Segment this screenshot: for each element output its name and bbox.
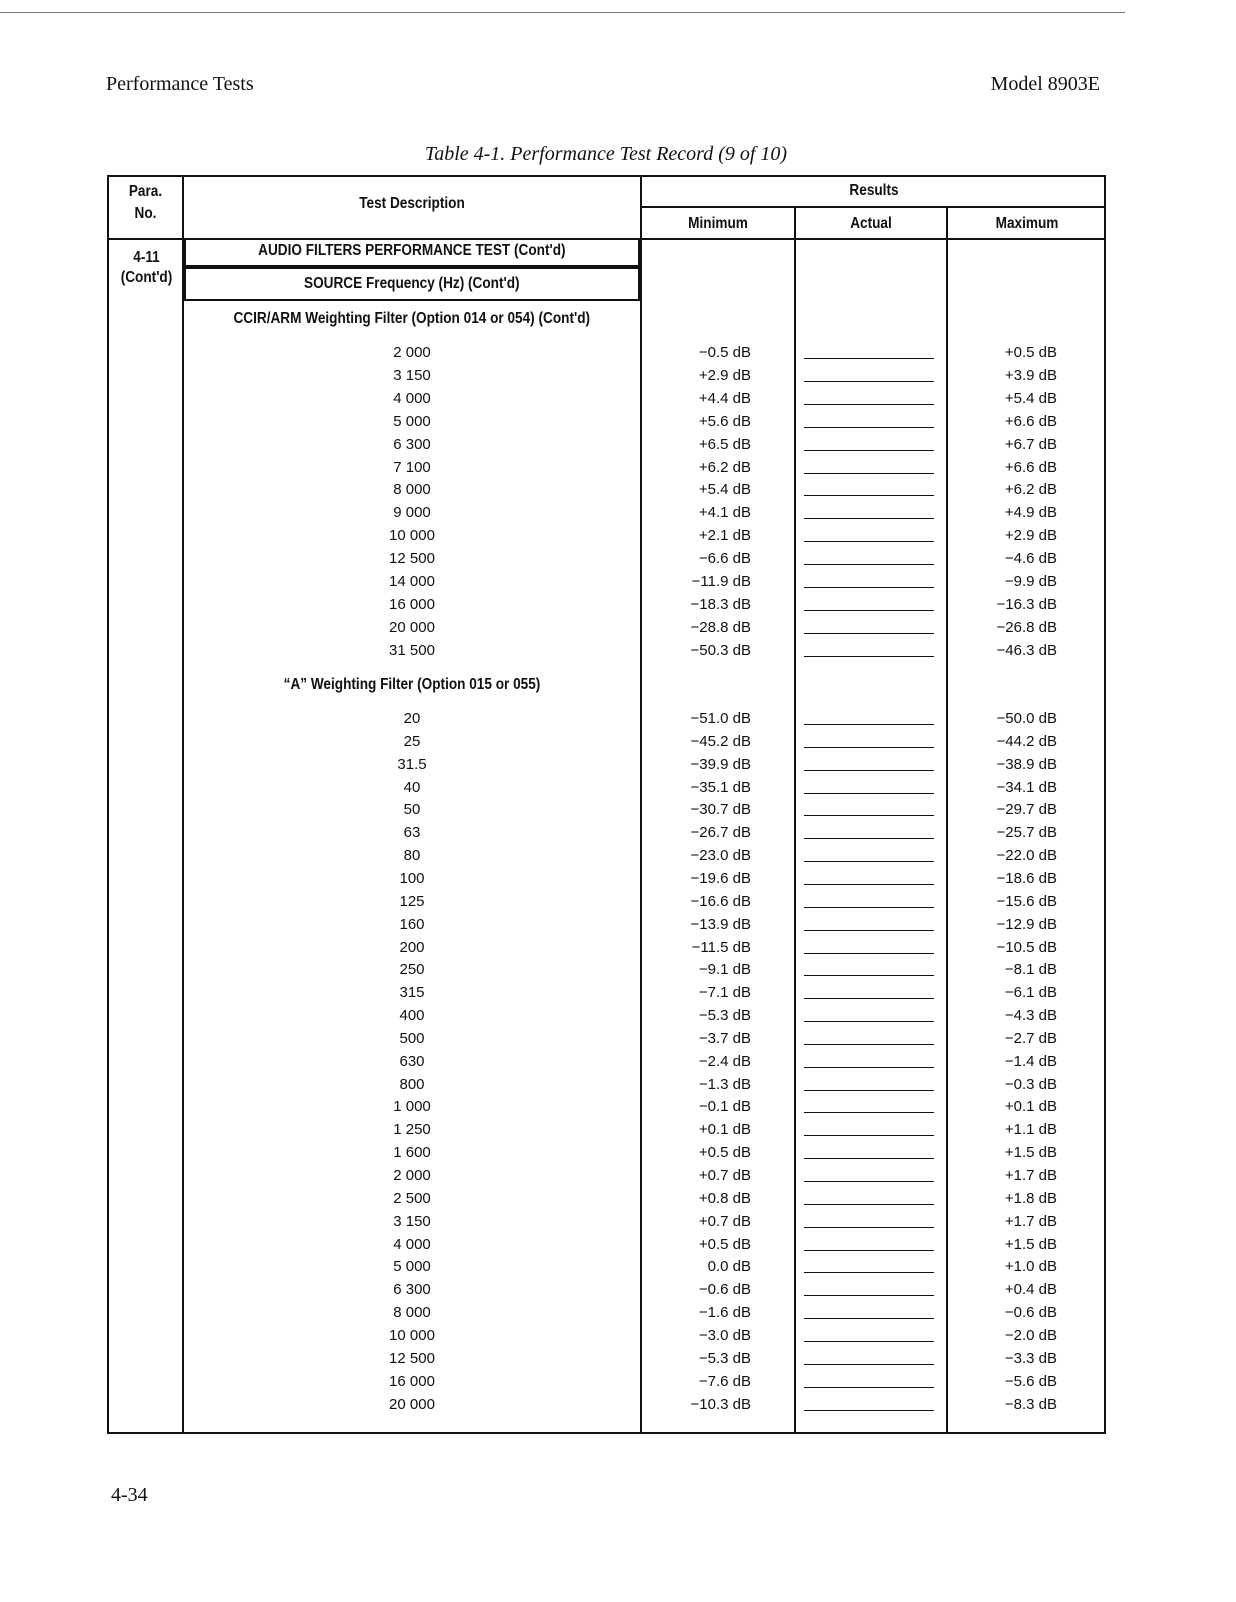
frequency-cell: 40 xyxy=(403,778,421,796)
frequency-cell: 8 000 xyxy=(393,1304,431,1322)
frequency-cell: 315 xyxy=(399,984,425,1002)
frequency-cell: 16 000 xyxy=(389,595,435,613)
maximum-cell: +4.9 dB xyxy=(1004,504,1057,522)
table-row xyxy=(109,893,1108,915)
table-row xyxy=(109,733,1108,755)
actual-entry-line[interactable] xyxy=(804,1090,934,1091)
frequency-cell: 6 300 xyxy=(393,435,431,453)
actual-entry-line[interactable] xyxy=(804,1295,934,1296)
minimum-cell: −7.6 dB xyxy=(698,1372,751,1390)
minimum-cell: 0.0 dB xyxy=(707,1258,751,1276)
table-row xyxy=(109,1121,1108,1143)
actual-entry-line[interactable] xyxy=(804,930,934,931)
minimum-cell: −7.1 dB xyxy=(698,984,751,1002)
maximum-cell: −26.8 dB xyxy=(996,618,1057,636)
actual-entry-line[interactable] xyxy=(804,656,934,657)
table-row xyxy=(109,1213,1108,1235)
minimum-cell: −3.0 dB xyxy=(698,1326,751,1344)
table-row xyxy=(109,1236,1108,1258)
maximum-cell: −2.0 dB xyxy=(1004,1326,1057,1344)
table-row xyxy=(109,1396,1108,1418)
minimum-cell: −10.3 dB xyxy=(690,1395,751,1413)
maximum-cell: −8.3 dB xyxy=(1004,1395,1057,1413)
minimum-cell: +0.8 dB xyxy=(698,1189,751,1207)
actual-entry-line[interactable] xyxy=(804,724,934,725)
minimum-cell: −19.6 dB xyxy=(690,869,751,887)
frequency-cell: 50 xyxy=(403,801,421,819)
frequency-cell: 12 500 xyxy=(389,1349,435,1367)
minimum-cell: −18.3 dB xyxy=(690,595,751,613)
table-row xyxy=(109,1304,1108,1326)
frequency-cell: 25 xyxy=(403,732,421,750)
col-results-label: Results xyxy=(849,182,899,199)
frequency-cell: 80 xyxy=(403,847,421,865)
table-row xyxy=(109,1373,1108,1395)
frequency-cell: 9 000 xyxy=(393,504,431,522)
actual-entry-line[interactable] xyxy=(804,1021,934,1022)
frequency-cell: 5 000 xyxy=(393,412,431,430)
maximum-cell: +6.6 dB xyxy=(1004,458,1057,476)
minimum-cell: +0.1 dB xyxy=(698,1121,751,1139)
minimum-cell: +4.4 dB xyxy=(698,389,751,407)
page-number: 4-34 xyxy=(111,1484,148,1506)
maximum-cell: +1.5 dB xyxy=(1004,1235,1057,1253)
actual-entry-line[interactable] xyxy=(804,1250,934,1251)
maximum-cell: −1.4 dB xyxy=(1004,1052,1057,1070)
maximum-cell: +0.4 dB xyxy=(1004,1281,1057,1299)
table-row xyxy=(109,504,1108,526)
ccir-section-title: CCIR/ARM Weighting Filter (Option 014 or 054) (Cont'd) xyxy=(233,310,591,327)
table-row xyxy=(109,1098,1108,1120)
maximum-cell: −16.3 dB xyxy=(996,595,1057,613)
table-row xyxy=(109,824,1108,846)
actual-entry-line[interactable] xyxy=(804,1112,934,1113)
actual-entry-line[interactable] xyxy=(804,541,934,542)
maximum-cell: +0.5 dB xyxy=(1004,344,1057,361)
actual-entry-line[interactable] xyxy=(804,450,934,451)
table-caption: Table 4-1. Performance Test Record (9 of 10) xyxy=(424,143,788,165)
actual-entry-line[interactable] xyxy=(804,998,934,999)
minimum-cell: −39.9 dB xyxy=(690,755,751,773)
table-row xyxy=(109,1258,1108,1280)
minimum-cell: −1.6 dB xyxy=(698,1304,751,1322)
actual-entry-line[interactable] xyxy=(804,358,934,359)
minimum-cell: −1.3 dB xyxy=(698,1075,751,1093)
maximum-cell: −29.7 dB xyxy=(996,801,1057,819)
maximum-cell: +6.2 dB xyxy=(1004,481,1057,499)
maximum-cell: −44.2 dB xyxy=(996,732,1057,750)
performance-test-record-table xyxy=(107,175,1106,1434)
frequency-cell: 16 000 xyxy=(389,1372,435,1390)
frequency-cell: 14 000 xyxy=(389,573,435,590)
maximum-cell: +0.1 dB xyxy=(1004,1098,1057,1116)
frequency-cell: 3 150 xyxy=(393,1212,431,1230)
maximum-cell: −0.6 dB xyxy=(1004,1304,1057,1322)
minimum-cell: −0.6 dB xyxy=(698,1281,751,1299)
frequency-cell: 2 000 xyxy=(393,1167,431,1184)
table-row xyxy=(109,619,1108,641)
minimum-cell: −28.8 dB xyxy=(690,618,751,636)
maximum-cell: −18.6 dB xyxy=(996,869,1057,887)
minimum-cell: +2.9 dB xyxy=(698,366,751,384)
minimum-cell: −2.4 dB xyxy=(698,1052,751,1070)
frequency-cell: 5 000 xyxy=(393,1258,431,1276)
table-row xyxy=(109,1007,1108,1029)
actual-entry-line[interactable] xyxy=(804,427,934,428)
results-rule xyxy=(640,206,1106,208)
actual-entry-line[interactable] xyxy=(804,838,934,839)
maximum-cell: −3.3 dB xyxy=(1004,1349,1057,1367)
maximum-cell: −5.6 dB xyxy=(1004,1372,1057,1390)
table-row xyxy=(109,573,1108,595)
table-row xyxy=(109,984,1108,1006)
maximum-cell: +6.7 dB xyxy=(1004,435,1057,453)
table-row xyxy=(109,1281,1108,1303)
maximum-cell: +1.7 dB xyxy=(1004,1212,1057,1230)
para-number: 4-11 xyxy=(133,249,160,266)
table-row xyxy=(109,847,1108,869)
table-row xyxy=(109,459,1108,481)
minimum-cell: +4.1 dB xyxy=(698,504,751,522)
maximum-cell: +5.4 dB xyxy=(1004,389,1057,407)
frequency-cell: 8 000 xyxy=(393,481,431,499)
actual-entry-line[interactable] xyxy=(804,381,934,382)
maximum-cell: −38.9 dB xyxy=(996,755,1057,773)
minimum-cell: −23.0 dB xyxy=(690,847,751,865)
para-contd: (Cont'd) xyxy=(120,269,173,286)
actual-entry-line[interactable] xyxy=(804,815,934,816)
actual-entry-line[interactable] xyxy=(804,404,934,405)
table-row xyxy=(109,916,1108,938)
minimum-cell: −5.3 dB xyxy=(698,1007,751,1025)
actual-entry-line[interactable] xyxy=(804,564,934,565)
actual-entry-line[interactable] xyxy=(804,884,934,885)
frequency-cell: 125 xyxy=(399,892,425,910)
maximum-cell: −22.0 dB xyxy=(996,847,1057,865)
minimum-cell: −3.7 dB xyxy=(698,1029,751,1047)
table-row xyxy=(109,481,1108,503)
actual-entry-line[interactable] xyxy=(804,633,934,634)
minimum-cell: −6.6 dB xyxy=(698,550,751,568)
minimum-cell: +6.2 dB xyxy=(698,458,751,476)
maximum-cell: −8.1 dB xyxy=(1004,961,1057,979)
frequency-cell: 1 600 xyxy=(393,1144,431,1162)
frequency-cell: 200 xyxy=(399,938,425,956)
actual-entry-line[interactable] xyxy=(804,610,934,611)
minimum-cell: −11.5 dB xyxy=(691,938,751,956)
table-row xyxy=(109,710,1108,732)
frequency-cell: 12 500 xyxy=(389,550,435,568)
a-weighting-section-title: “A” Weighting Filter (Option 015 or 055) xyxy=(283,676,541,693)
frequency-cell: 3 150 xyxy=(393,366,431,384)
minimum-cell: −45.2 dB xyxy=(690,732,751,750)
minimum-cell: −16.6 dB xyxy=(690,892,751,910)
maximum-cell: +1.5 dB xyxy=(1004,1144,1057,1162)
frequency-cell: 20 xyxy=(403,710,421,727)
minimum-cell: +6.5 dB xyxy=(698,435,751,453)
table-row xyxy=(109,779,1108,801)
minimum-cell: −0.1 dB xyxy=(698,1098,751,1116)
actual-entry-line[interactable] xyxy=(804,1158,934,1159)
minimum-cell: −9.1 dB xyxy=(698,961,751,979)
col-no-label: No. xyxy=(134,205,157,222)
actual-entry-line[interactable] xyxy=(804,495,934,496)
table-row xyxy=(109,1167,1108,1189)
maximum-cell: +1.8 dB xyxy=(1004,1189,1057,1207)
table-row xyxy=(109,1327,1108,1349)
actual-entry-line[interactable] xyxy=(804,1364,934,1365)
col-description-label: Test Description xyxy=(359,195,465,212)
actual-entry-line[interactable] xyxy=(804,1067,934,1068)
table-row xyxy=(109,1350,1108,1372)
actual-entry-line[interactable] xyxy=(804,1204,934,1205)
actual-entry-line[interactable] xyxy=(804,1044,934,1045)
maximum-cell: +1.0 dB xyxy=(1004,1258,1057,1276)
frequency-cell: 4 000 xyxy=(393,389,431,407)
minimum-cell: −30.7 dB xyxy=(690,801,751,819)
top-rule xyxy=(0,12,1125,13)
frequency-cell: 1 250 xyxy=(393,1121,431,1139)
minimum-cell: +0.5 dB xyxy=(698,1235,751,1253)
actual-entry-line[interactable] xyxy=(804,1181,934,1182)
table-row xyxy=(109,870,1108,892)
frequency-cell: 2 500 xyxy=(393,1189,431,1207)
frequency-cell: 1 000 xyxy=(393,1098,431,1116)
table-row xyxy=(109,1076,1108,1098)
minimum-cell: +5.4 dB xyxy=(698,481,751,499)
actual-entry-line[interactable] xyxy=(804,1410,934,1411)
frequency-cell: 31 500 xyxy=(389,641,435,659)
actual-entry-line[interactable] xyxy=(804,1272,934,1273)
frequency-cell: 20 000 xyxy=(389,1395,435,1413)
maximum-cell: −6.1 dB xyxy=(1004,984,1057,1002)
frequency-cell: 800 xyxy=(399,1075,425,1093)
maximum-cell: −4.3 dB xyxy=(1004,1007,1057,1025)
frequency-cell: 10 000 xyxy=(389,1326,435,1344)
frequency-cell: 400 xyxy=(399,1007,425,1025)
table-row xyxy=(109,390,1108,412)
frequency-cell: 7 100 xyxy=(393,458,431,476)
actual-entry-line[interactable] xyxy=(804,907,934,908)
actual-entry-line[interactable] xyxy=(804,770,934,771)
frequency-cell: 10 000 xyxy=(389,527,435,545)
maximum-cell: +2.9 dB xyxy=(1004,527,1057,545)
frequency-cell: 500 xyxy=(399,1029,425,1047)
actual-entry-line[interactable] xyxy=(804,747,934,748)
source-frequency-heading: SOURCE Frequency (Hz) (Cont'd) xyxy=(184,267,640,301)
col-minimum-label: Minimum xyxy=(688,215,748,232)
maximum-cell: −46.3 dB xyxy=(996,641,1057,659)
col-actual-label: Actual xyxy=(850,215,892,232)
maximum-cell: −10.5 dB xyxy=(996,938,1057,956)
maximum-cell: −9.9 dB xyxy=(1004,573,1057,590)
actual-entry-line[interactable] xyxy=(804,861,934,862)
table-row xyxy=(109,367,1108,389)
col-maximum-label: Maximum xyxy=(995,215,1059,232)
table-row xyxy=(109,1190,1108,1212)
table-row xyxy=(109,413,1108,435)
running-header-model: Model 8903E xyxy=(990,73,1100,95)
maximum-cell: −25.7 dB xyxy=(996,824,1057,842)
maximum-cell: +3.9 dB xyxy=(1004,366,1057,384)
frequency-cell: 250 xyxy=(399,961,425,979)
test-title: AUDIO FILTERS PERFORMANCE TEST (Cont'd) xyxy=(184,238,640,267)
maximum-cell: +1.7 dB xyxy=(1004,1167,1057,1184)
maximum-cell: −15.6 dB xyxy=(996,892,1057,910)
actual-entry-line[interactable] xyxy=(804,1227,934,1228)
frequency-cell: 6 300 xyxy=(393,1281,431,1299)
actual-entry-line[interactable] xyxy=(804,1341,934,1342)
actual-entry-line[interactable] xyxy=(804,587,934,588)
table-row xyxy=(109,596,1108,618)
table-row xyxy=(109,756,1108,778)
running-header-section: Performance Tests xyxy=(106,73,254,95)
actual-entry-line[interactable] xyxy=(804,793,934,794)
minimum-cell: +0.5 dB xyxy=(698,1144,751,1162)
minimum-cell: +5.6 dB xyxy=(698,412,751,430)
frequency-cell: 20 000 xyxy=(389,618,435,636)
maximum-cell: +6.6 dB xyxy=(1004,412,1057,430)
maximum-cell: −0.3 dB xyxy=(1004,1075,1057,1093)
frequency-cell: 4 000 xyxy=(393,1235,431,1253)
table-row xyxy=(109,961,1108,983)
actual-entry-line[interactable] xyxy=(804,975,934,976)
actual-entry-line[interactable] xyxy=(804,518,934,519)
table-row xyxy=(109,642,1108,664)
frequency-cell: 63 xyxy=(403,824,421,842)
table-row xyxy=(109,527,1108,549)
maximum-cell: −2.7 dB xyxy=(1004,1029,1057,1047)
actual-entry-line[interactable] xyxy=(804,953,934,954)
minimum-cell: +2.1 dB xyxy=(698,527,751,545)
table-row xyxy=(109,550,1108,572)
maximum-cell: −50.0 dB xyxy=(996,710,1057,727)
table-row xyxy=(109,344,1108,366)
minimum-cell: −26.7 dB xyxy=(690,824,751,842)
minimum-cell: +0.7 dB xyxy=(698,1212,751,1230)
minimum-cell: −35.1 dB xyxy=(690,778,751,796)
frequency-cell: 31.5 xyxy=(397,755,427,773)
table-row xyxy=(109,1053,1108,1075)
actual-entry-line[interactable] xyxy=(804,1387,934,1388)
minimum-cell: −11.9 dB xyxy=(691,573,751,590)
col-para-label: Para. xyxy=(128,183,163,200)
frequency-cell: 630 xyxy=(399,1052,425,1070)
frequency-cell: 160 xyxy=(399,915,425,933)
actual-entry-line[interactable] xyxy=(804,473,934,474)
actual-entry-line[interactable] xyxy=(804,1318,934,1319)
maximum-cell: −34.1 dB xyxy=(996,778,1057,796)
maximum-cell: +1.1 dB xyxy=(1004,1121,1057,1139)
minimum-cell: −13.9 dB xyxy=(690,915,751,933)
minimum-cell: −5.3 dB xyxy=(698,1349,751,1367)
minimum-cell: +0.7 dB xyxy=(698,1167,751,1184)
maximum-cell: −4.6 dB xyxy=(1004,550,1057,568)
minimum-cell: −50.3 dB xyxy=(690,641,751,659)
maximum-cell: −12.9 dB xyxy=(996,915,1057,933)
frequency-cell: 2 000 xyxy=(393,344,431,361)
table-row xyxy=(109,1030,1108,1052)
minimum-cell: −0.5 dB xyxy=(698,344,751,361)
table-row xyxy=(109,939,1108,961)
table-row xyxy=(109,801,1108,823)
table-row xyxy=(109,1144,1108,1166)
minimum-cell: −51.0 dB xyxy=(690,710,751,727)
table-row xyxy=(109,436,1108,458)
actual-entry-line[interactable] xyxy=(804,1135,934,1136)
frequency-cell: 100 xyxy=(399,869,425,887)
